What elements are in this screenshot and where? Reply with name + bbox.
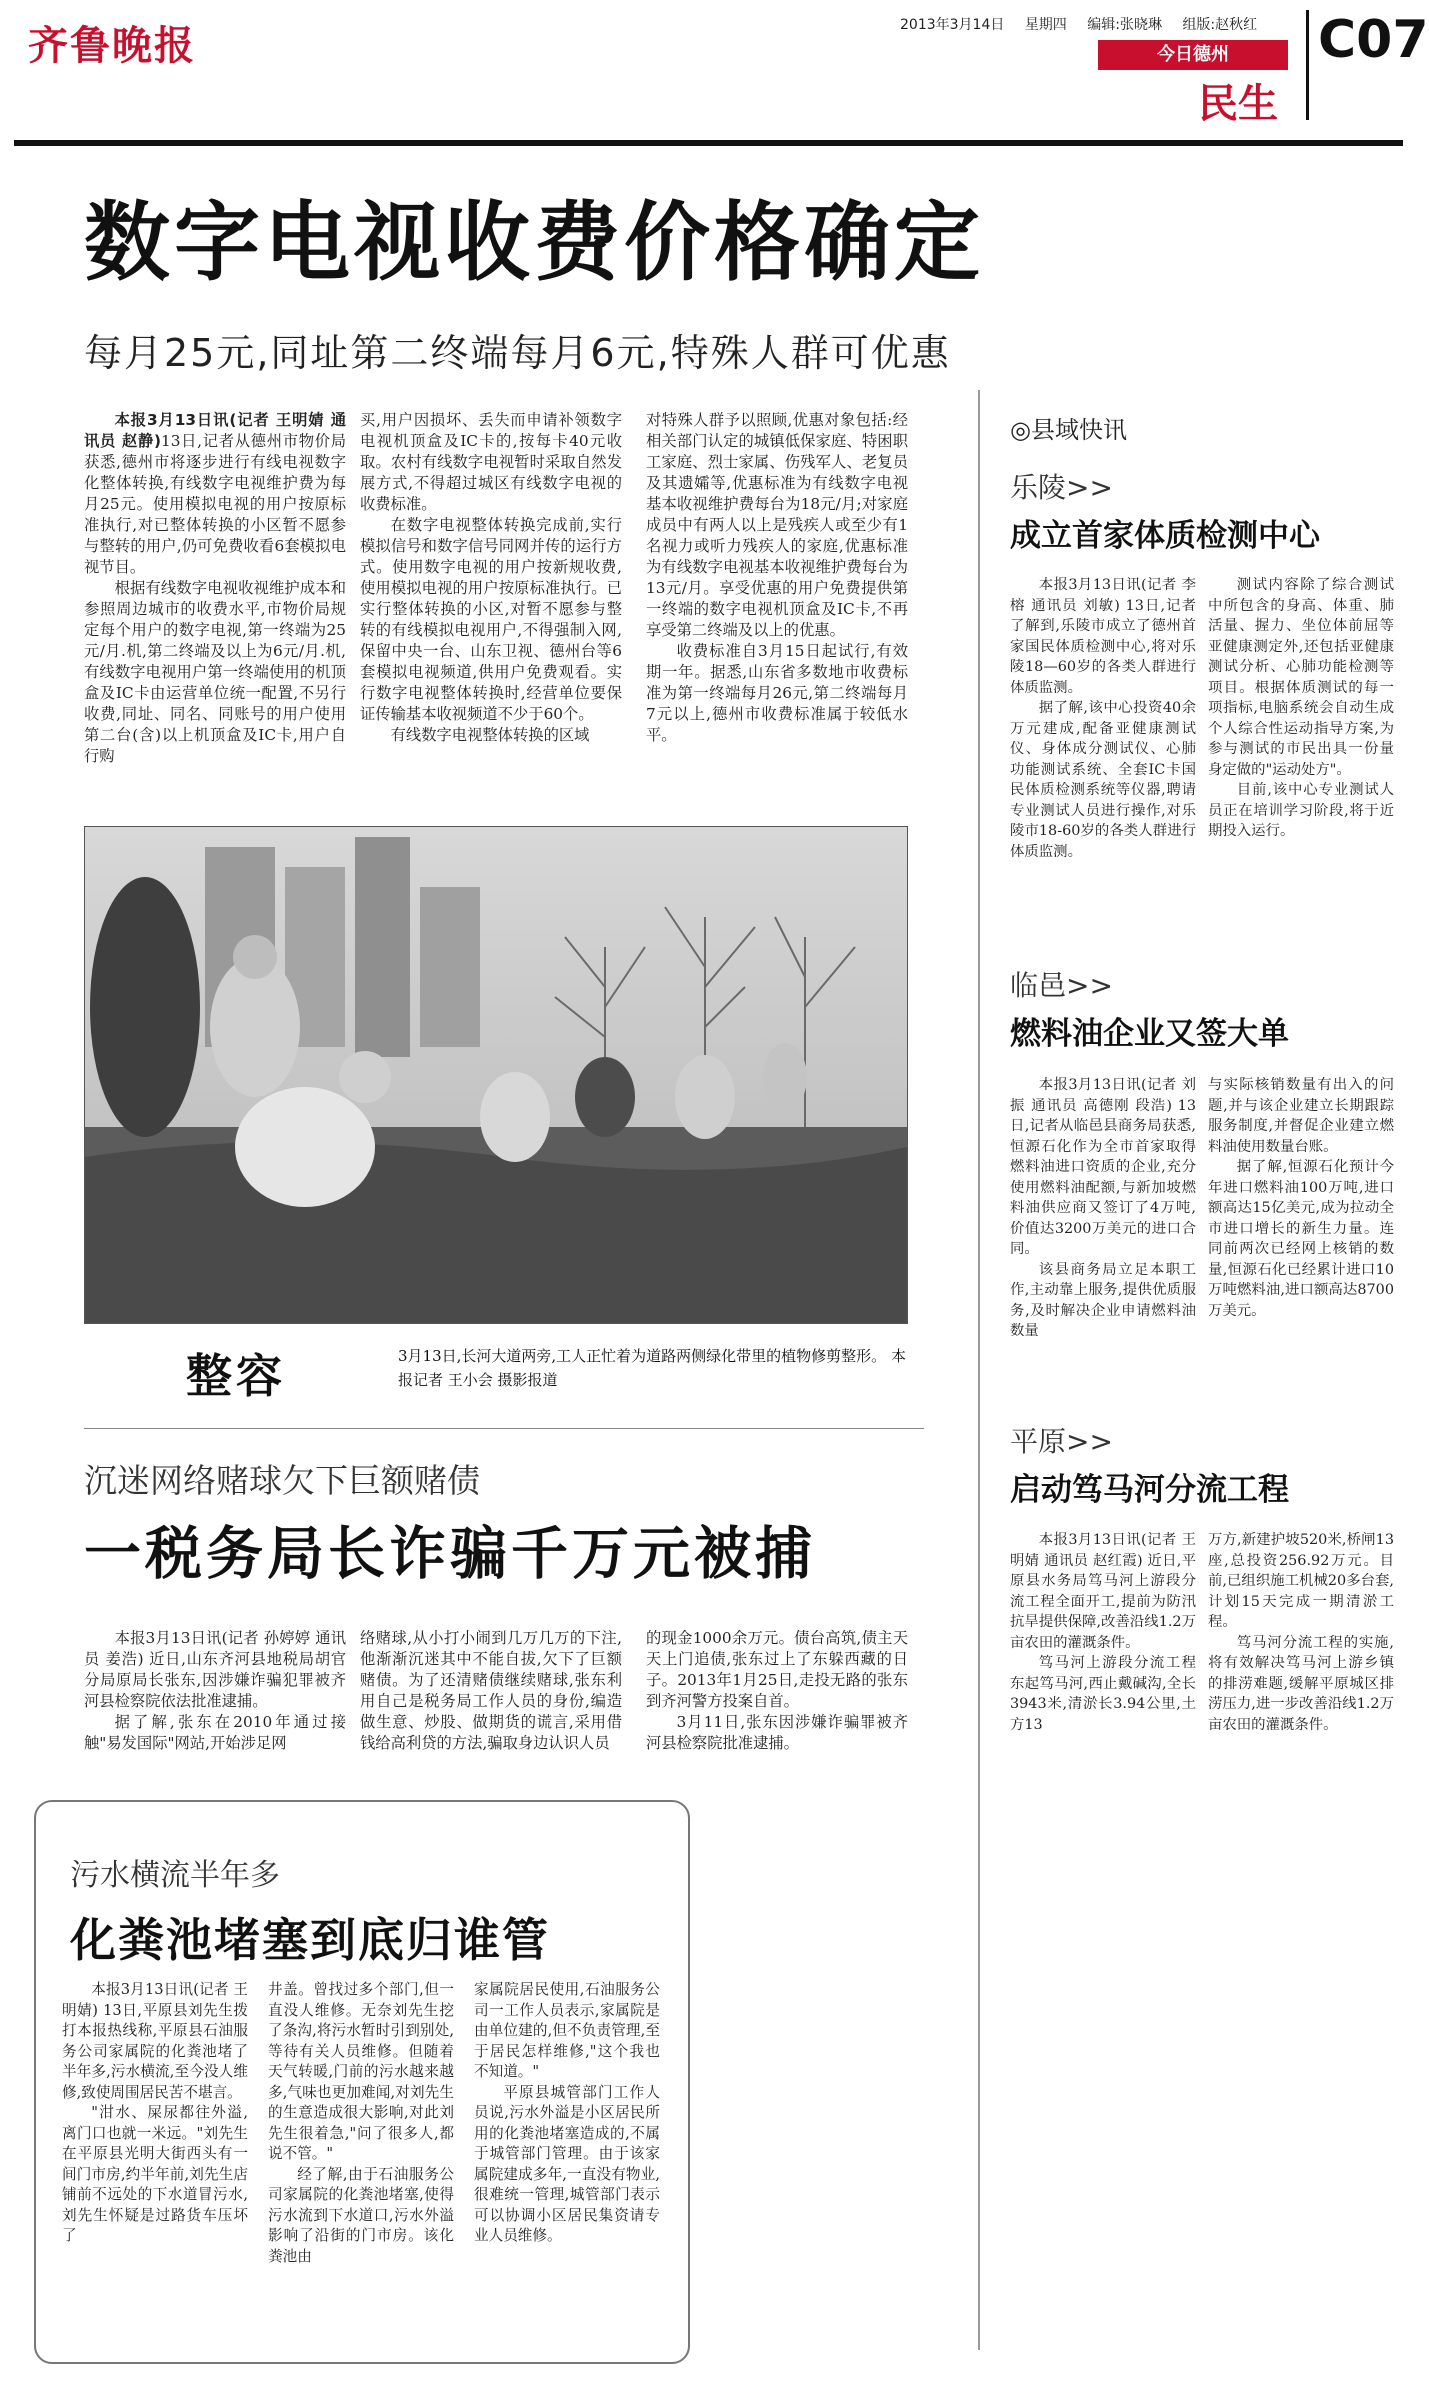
brief-2-column-right bbox=[1208, 1075, 1394, 1321]
story3-col2-p2: 经了解,由于石油服务公司家属院的化粪池堵塞,使得污水流到下水道口,污水外溢影响了沿街的门市房。该化粪池由 bbox=[268, 2165, 454, 2265]
masthead-divider bbox=[1306, 10, 1309, 120]
lead-col1-p1: 13日,记者从德州市物价局获悉,德州市将逐步进行有线电视数字化整体转换,有线数字电视维护费为每月25元。使用模拟电视的用户按原标准执行,对已整体转换的小区暂不愿参与整转的用户,仍可免费收看6套模拟电视节目。 bbox=[84, 432, 347, 576]
story3-title: 化粪池堵塞到底归谁管 bbox=[70, 1913, 550, 1967]
issue-weekday: 星期四 bbox=[1024, 17, 1067, 33]
lead-col3-p2: 收费标准自3月15日起试行,有效期一年。据悉,山东省多数地市收费标准为第一终端每月26元,第二终端每月7元以上,德州市收费标准属于较低水平。 bbox=[646, 642, 908, 744]
brief-2-title: 燃料油企业又签大单 bbox=[1010, 1016, 1289, 1052]
story2-col2-p1: 络赌球,从小打小闹到几万几万的下注,他渐渐沉迷其中不能自拔,欠下了巨额赌债。为了还清赌债继续赌球,张东利用自己是税务局工作人员的身份,编造做生意、炒股、做期货的谎言,采用借钱给高利贷的方法,骗取身边认识人员 bbox=[360, 1629, 622, 1752]
story3-col1-p2: "泔水、屎尿都往外溢,离门口也就一米远。"刘先生在平原县光明大街西头有一间门市房,约半年前,刘先生店铺前不远处的下水道冒污水,刘先生怀疑是过路货车压坏了 bbox=[62, 2104, 248, 2244]
brief-2-left-p1: 本报3月13日讯(记者 刘振 通讯员 高德刚 段浩) 13日,记者从临邑县商务局获悉,恒源石化作为全市首家取得燃料油进口资质的企业,充分使用燃料油配额,与新加坡燃料油供应商又签订了4万吨,价值达3200万美元的进口合同。 bbox=[1010, 1077, 1196, 1257]
lead-column-3 bbox=[646, 410, 908, 746]
story3-column-2 bbox=[268, 1980, 454, 2267]
brief-2-right-p2: 据了解,恒源石化预计今年进口燃料油100万吨,进口额高达15亿美元,成为拉动全市进口增长的新生力量。连同前两次已经网上核销的数量,恒源石化已经累计进口10万吨燃料油,进口额高达8700万美元。 bbox=[1208, 1159, 1394, 1319]
story2-kicker: 沉迷网络赌球欠下巨额赌债 bbox=[84, 1461, 480, 1500]
story2-title: 一税务局长诈骗千万元被捕 bbox=[84, 1521, 816, 1587]
lead-subhead: 每月25元,同址第二终端每月6元,特殊人群可优惠 bbox=[84, 331, 951, 375]
story3-column-1 bbox=[62, 1980, 248, 2247]
brief-3-column-left bbox=[1010, 1530, 1196, 1735]
brief-3-left-p1: 本报3月13日讯(记者 王明婧 通讯员 赵红霞) 近日,平原县水务局笃马河上游段分流工程全面开工,提前为防汛抗旱提供保障,改善沿线1.2万亩农田的灌溉条件。 bbox=[1010, 1532, 1196, 1651]
brief-2-left-p2: 该县商务局立足本职工作,主动靠上服务,提供优质服务,及时解决企业申请燃料油数量 bbox=[1010, 1261, 1196, 1339]
brief-2-location: 临邑>> bbox=[1010, 969, 1113, 1002]
top-border bbox=[14, 140, 1403, 146]
story2-col1-p1: 本报3月13日讯(记者 孙婷婷 通讯员 姜浩) 近日,山东齐河县地税局胡官分局原局长张东,因涉嫌诈骗犯罪被齐河县检察院依法批准逮捕。 bbox=[84, 1629, 346, 1710]
lead-column-1 bbox=[84, 410, 346, 767]
brief-3-column-right bbox=[1208, 1530, 1394, 1735]
lead-headline: 数字电视收费价格确定 bbox=[84, 193, 984, 293]
story2-column-3 bbox=[646, 1628, 908, 1754]
brief-2-right-p1: 与实际核销数量有出入的问题,并与该企业建立长期跟踪服务制度,并督促企业建立燃料油使用数量台账。 bbox=[1208, 1077, 1394, 1155]
section-name: 民生 bbox=[1198, 81, 1278, 127]
section-divider bbox=[84, 1428, 924, 1429]
lead-col2-p3: 有线数字电视整体转换的区域 bbox=[390, 726, 590, 744]
story3-col3-p2: 平原县城管部门工作人员说,污水外溢是小区居民所用的化粪池堵塞造成的,不属于城管部门管理。由于该家属院建成多年,一直没有物业,很难统一管理,城管部门表示可以协调小区居民集资请专业人员维修。 bbox=[474, 2083, 660, 2244]
brief-1-column-left bbox=[1010, 575, 1196, 862]
story2-column-1 bbox=[84, 1628, 346, 1754]
brief-1-right-p1: 测试内容除了综合测试中所包含的身高、体重、肺活量、握力、坐位体前屈等亚健康测定外,还包括亚健康测试分析、心肺功能检测等项目。根据体质测试的每一项指标,电脑系统会自动生成个人综合性运动指导方案,为参与测试的市民出具一份量身定做的"运动处方"。 bbox=[1208, 577, 1394, 778]
story2-col3-p1: 的现金1000余万元。债台高筑,债主天天上门追债,张东过上了东躲西藏的日子。2013年1月25日,走投无路的张东到齐河警方投案自首。 bbox=[646, 1629, 908, 1710]
lead-col2-p1: 买,用户因损坏、丢失而申请补领数字电视机顶盒及IC卡的,按每卡40元收取。农村有线数字电视暂时采取自然发展方式,不得超过城区有线数字电视的收费标准。 bbox=[360, 411, 622, 513]
brief-3-location: 平原>> bbox=[1010, 1425, 1113, 1458]
brief-3-right-p1: 万方,新建护坡520米,桥闸13座,总投资256.92万元。目前,已组织施工机械20多台套,计划15天完成一期清淤工程。 bbox=[1208, 1532, 1394, 1630]
brief-1-right-p2: 目前,该中心专业测试人员正在培训学习阶段,将于近期投入运行。 bbox=[1208, 782, 1394, 839]
section-tag: 今日德州 bbox=[1098, 40, 1288, 70]
briefs-header: ◎县域快讯 bbox=[1010, 416, 1127, 444]
brief-1-left-p1: 本报3月13日讯(记者 李榕 通讯员 刘敏) 13日,记者了解到,乐陵市成立了德州首家国民体质检测中心,将对乐陵18—60岁的各类人群进行体质监测。 bbox=[1010, 577, 1196, 696]
photo-caption: 3月13日,长河大道两旁,工人正忙着为道路两侧绿化带里的植物修剪整形。 本报记者 王小会 摄影报道 bbox=[398, 1347, 906, 1389]
masthead-meta bbox=[900, 14, 1273, 34]
story3-kicker: 污水横流半年多 bbox=[70, 1858, 280, 1893]
brief-3-title: 启动笃马河分流工程 bbox=[1010, 1472, 1289, 1508]
briefs-divider bbox=[978, 390, 980, 2350]
lead-col2-p2: 在数字电视整体转换完成前,实行模拟信号和数字信号同网并传的运行方式。使用数字电视的用户按新规收费,使用模拟电视的用户按原标准执行。已实行整体转换的小区,对暂不愿参与整转的有线模拟电视用户,不得强制入网,保留中央一台、山东卫视、德州台等6套模拟电视频道,供用户免费观看。实行数字电视整体转换时,经营单位要保证传输基本收视频道不少于60个。 bbox=[360, 516, 622, 723]
layout-credit: 组版:赵秋红 bbox=[1182, 17, 1258, 33]
lead-column-2 bbox=[360, 410, 622, 746]
story2-col1-p2: 据了解,张东在2010年通过接触"易发国际"网站,开始涉足网 bbox=[84, 1713, 346, 1752]
brief-1-left-p2: 据了解,该中心投资40余万元建成,配备亚健康测试仪、身体成分测试仪、心肺功能测试系统、全套IC卡国民体质检测系统等仪器,聘请专业测试人员进行操作,对乐陵市18-60岁的各类人群进行体质监测。 bbox=[1010, 700, 1196, 860]
brief-3-left-p2: 笃马河上游段分流工程东起笃马河,西止戴碱沟,全长3943米,清淤长3.94公里,土方13 bbox=[1010, 1655, 1196, 1733]
news-photo bbox=[84, 826, 908, 1324]
brief-1-location: 乐陵>> bbox=[1010, 471, 1113, 504]
photo-title: 整容 bbox=[186, 1349, 286, 1403]
story3-col1-p1: 本报3月13日讯(记者 王明婧) 13日,平原县刘先生拨打本报热线称,平原县石油服务公司家属院的化粪池堵了半年多,污水横流,至今没人维修,致使周围居民苦不堪言。 bbox=[62, 1981, 248, 2101]
story2-column-2 bbox=[360, 1628, 622, 1754]
issue-date: 2013年3月14日 bbox=[900, 17, 1005, 33]
brief-1-column-right bbox=[1208, 575, 1394, 842]
brief-3-right-p2: 笃马河分流工程的实施,将有效解决笃马河上游乡镇的排涝难题,缓解平原城区排涝压力,进一步改善沿线1.2万亩农田的灌溉条件。 bbox=[1208, 1634, 1394, 1733]
page-number: C07 bbox=[1318, 10, 1429, 70]
story2-col3-p2: 3月11日,张东因涉嫌诈骗罪被齐河县检察院批准逮捕。 bbox=[646, 1713, 908, 1752]
lead-col1-p2: 根据有线数字电视收视维护成本和参照周边城市的收费水平,市物价局规定每个用户的数字电视,第一终端为25元/月.机,第二终端及以上为6元/月.机,有线数字电视用户第一终端使用的机顶盒及IC卡由运营单位统一配置,不另行收费,同址、同名、同账号的用户使用第二台(含)以上机顶盒及IC卡,用户自行购 bbox=[84, 579, 346, 765]
story3-col3-p1: 家属院居民使用,石油服务公司一工作人员表示,家属院是由单位建的,但不负责管理,至于居民怎样维修,"这个我也不知道。" bbox=[474, 1981, 660, 2080]
newspaper-logo: 齐鲁晚报 bbox=[28, 22, 196, 69]
editor-credit: 编辑:张晓琳 bbox=[1087, 17, 1162, 33]
photo-workers-trimming-plants bbox=[85, 827, 907, 1323]
brief-1-title: 成立首家体质检测中心 bbox=[1010, 518, 1320, 554]
lead-byline: 本报3月13日讯(记者 王明婧 通讯员 赵静) bbox=[84, 411, 346, 450]
story3-column-3 bbox=[474, 1980, 660, 2247]
story3-col2-p1: 井盖。曾找过多个部门,但一直没人维修。无奈刘先生挖了条沟,将污水暂时引到别处,等待有关人员维修。但随着天气转暖,门前的污水越来越多,气味也更加难闻,对刘先生的生意造成很大影响,对此刘先生很着急,"问了很多人,都说不管。" bbox=[268, 1981, 454, 2162]
lead-col3-p1: 对特殊人群予以照顾,优惠对象包括:经相关部门认定的城镇低保家庭、特困职工家庭、烈士家属、伤残军人、老复员及其遗孀等,优惠标准为有线数字电视基本收视维护费每台为18元/月;对家庭成员中有两人以上是残疾人或至少有1名视力或听力残疾人的家庭,优惠标准为有线数字电视基本收视维护费每台为13元/月。享受优惠的用户免费提供第一终端的数字电视机顶盒及IC卡,不再享受第二终端及以上的优惠。 bbox=[646, 411, 908, 639]
brief-2-column-left bbox=[1010, 1075, 1196, 1342]
